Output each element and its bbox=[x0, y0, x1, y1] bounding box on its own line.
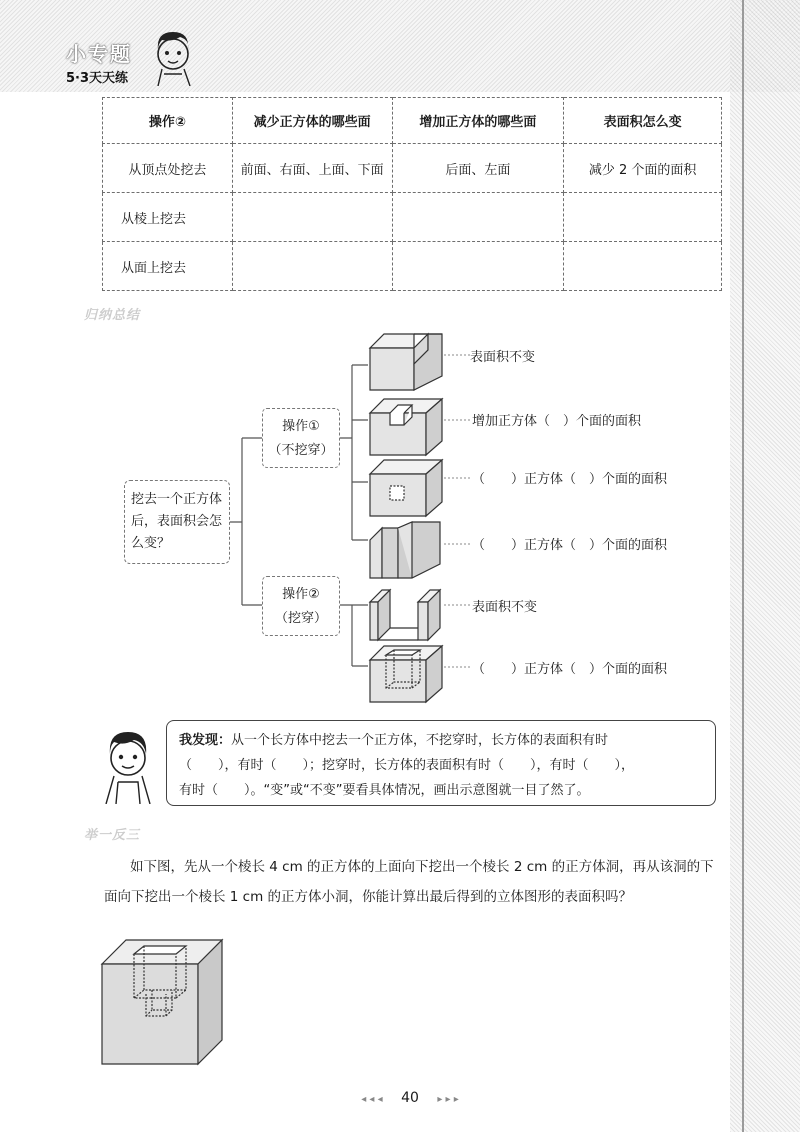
table-cell-blank[interactable] bbox=[564, 242, 722, 291]
section-title-practice: 举一反三 bbox=[84, 828, 141, 843]
page-edge bbox=[742, 0, 744, 1132]
operation-table bbox=[102, 97, 722, 291]
brand-subtitle: 5·3天天练 bbox=[66, 71, 129, 86]
cartoon-boy-icon bbox=[100, 728, 156, 804]
table-cell: 减少 2 个面的面积 bbox=[564, 144, 722, 193]
cube-with-holes-icon bbox=[100, 938, 226, 1068]
table-cell-blank[interactable] bbox=[232, 242, 392, 291]
cube-corner-cut-icon bbox=[368, 330, 448, 394]
table-cell-blank[interactable] bbox=[564, 193, 722, 242]
op1-label: 操作① bbox=[282, 419, 320, 434]
page-arrows-left-icon: ◂ ◂ ◂ bbox=[361, 1094, 383, 1105]
table-row bbox=[103, 242, 722, 291]
mindmap-op1 bbox=[262, 408, 340, 468]
table-cell: 前面、右面、上面、下面 bbox=[232, 144, 392, 193]
cartoon-boy-icon bbox=[150, 28, 196, 86]
table-row bbox=[103, 144, 722, 193]
table-header: 操作② bbox=[103, 98, 233, 144]
op1-sub: （不挖穿） bbox=[268, 443, 334, 458]
table-cell-blank[interactable] bbox=[392, 242, 564, 291]
table-cell-blank[interactable] bbox=[232, 193, 392, 242]
op2-sub: （挖穿） bbox=[274, 611, 327, 626]
table-header: 增加正方体的哪些面 bbox=[392, 98, 564, 144]
discovery-text-2: （ ），有时（ ）；挖穿时，长方体的表面积有时（ ），有时（ ）， bbox=[179, 758, 635, 773]
mindmap-result: 表面积不变 bbox=[470, 350, 536, 365]
discovery-box bbox=[166, 720, 716, 806]
cube-face-cut-icon bbox=[368, 456, 448, 520]
cube-edge-cut-icon bbox=[368, 395, 448, 459]
page-number-value: 40 bbox=[401, 1090, 419, 1106]
right-texture bbox=[730, 0, 800, 1132]
section-title-summary: 归纳总结 bbox=[84, 308, 141, 323]
problem-text: 如下图，先从一个棱长 4 cm 的正方体的上面向下挖出一个棱长 2 cm 的正方体洞，再从该洞的下面向下挖出一个棱长 1 cm 的正方体小洞，你能计算出最后得到的立体图形的表面积吗？ bbox=[104, 859, 714, 905]
mindmap-result: （ ）正方体（ ）个面的面积 bbox=[472, 662, 668, 677]
cube-through-hole-icon bbox=[368, 642, 448, 706]
mindmap-op2 bbox=[262, 576, 340, 636]
table-cell: 从棱上挖去 bbox=[103, 193, 233, 242]
cube-through-slot-icon bbox=[368, 580, 448, 644]
table-cell: 后面、左面 bbox=[392, 144, 564, 193]
page-number bbox=[340, 1090, 480, 1106]
brand-logo bbox=[66, 38, 132, 86]
table-header: 表面积怎么变 bbox=[564, 98, 722, 144]
op2-label: 操作② bbox=[282, 587, 320, 602]
page-arrows-right-icon: ▸ ▸ ▸ bbox=[437, 1094, 459, 1105]
table-header: 减少正方体的哪些面 bbox=[232, 98, 392, 144]
brand-title: 小专题 bbox=[66, 42, 132, 66]
table-cell-blank[interactable] bbox=[392, 193, 564, 242]
table-header-row bbox=[103, 98, 722, 144]
mindmap-result: 表面积不变 bbox=[472, 600, 538, 615]
table-cell: 从面上挖去 bbox=[103, 242, 233, 291]
discovery-text-1: 从一个长方体中挖去一个正方体，不挖穿时，长方体的表面积有时 bbox=[231, 733, 609, 748]
table-cell: 从顶点处挖去 bbox=[103, 144, 233, 193]
mindmap-result: （ ）正方体（ ）个面的面积 bbox=[472, 472, 668, 487]
cube-groove-icon bbox=[368, 518, 448, 582]
mindmap-question: 挖去一个正方体后，表面积会怎么变？ bbox=[124, 480, 230, 564]
discovery-label: 我发现： bbox=[179, 733, 232, 748]
discovery-text-3: 有时（ ）。“变”或“不变”要看具体情况，画出示意图就一目了然了。 bbox=[179, 783, 590, 798]
mindmap-result: 增加正方体（ ）个面的面积 bbox=[472, 414, 642, 429]
mindmap-result: （ ）正方体（ ）个面的面积 bbox=[472, 538, 668, 553]
table-row bbox=[103, 193, 722, 242]
